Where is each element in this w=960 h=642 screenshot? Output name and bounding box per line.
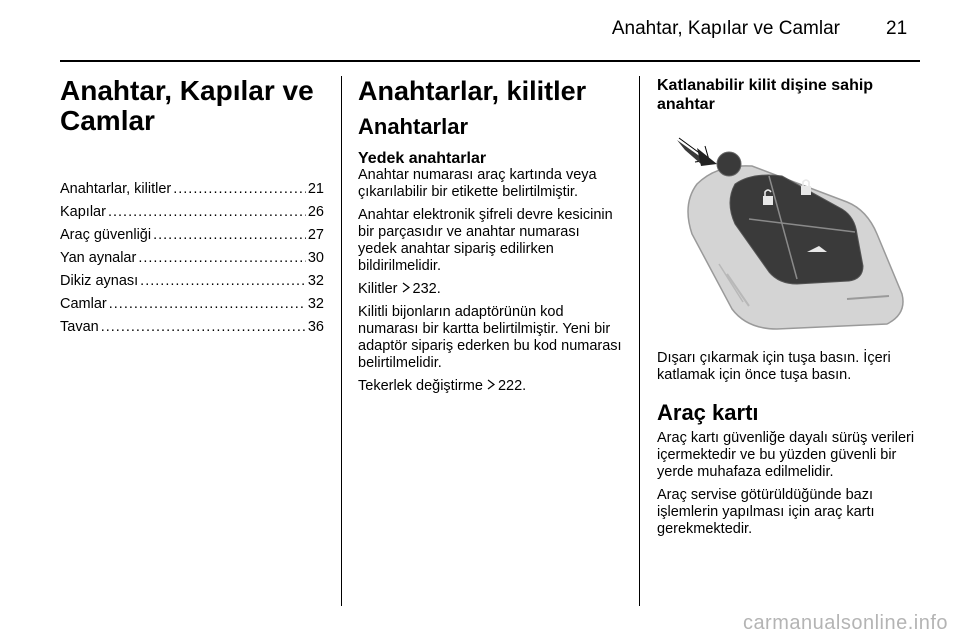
folding-key-column <box>657 76 922 544</box>
toc-item-label: Araç güvenliği <box>60 227 152 243</box>
toc-item-page: 32 <box>307 273 324 289</box>
toc-item[interactable] <box>60 224 324 247</box>
toc-item-label: Anahtarlar, kilitler <box>60 181 172 197</box>
toc-list <box>60 178 324 339</box>
toc-leader-dots <box>101 316 306 339</box>
toc-item-label: Yan aynalar <box>60 250 137 266</box>
cross-reference-page: 232. <box>412 281 441 297</box>
toc-leader-dots <box>153 224 306 247</box>
body-paragraph: Kilitli bijonların adaptörünün kod numarası bir kartta belirtilmiştir. Yeni bir adaptör sipariş ederken bu kod numarası belirtilmelidir. <box>358 304 622 371</box>
cross-reference-label: Tekerlek değiştirme <box>358 378 483 394</box>
topic-heading: Yedek anahtarlar <box>358 150 487 167</box>
toc-item[interactable] <box>60 247 324 270</box>
page-reference-icon <box>487 378 495 395</box>
section-heading: Anahtarlar, kilitler <box>358 76 587 106</box>
toc-item-label: Dikiz aynası <box>60 273 139 289</box>
toc-item-label: Kapılar <box>60 204 106 220</box>
cross-reference-page: 222. <box>497 378 527 394</box>
column-divider-right <box>639 76 640 606</box>
cross-reference-label: Kilitler <box>358 281 398 297</box>
toc-item-label: Camlar <box>60 296 107 312</box>
keys-locks-column <box>358 76 622 401</box>
toc-leader-dots <box>108 201 306 224</box>
page-number: 21 <box>886 18 908 39</box>
toc-item-page: 27 <box>307 227 324 243</box>
chapter-toc-column <box>60 76 324 339</box>
toc-item-page: 36 <box>307 319 324 335</box>
body-paragraph: Anahtar elektronik şifreli devre kesicinin bir parçasıdır ve anahtar numarası yedek anahtar sipariş edilirken bildirilmelidir. <box>358 207 613 274</box>
body-paragraph: Araç servise götürüldüğünde bazı işlemlerin yapılması için araç kartı gerekmektedir. <box>657 487 875 537</box>
subsection-heading: Araç kartı <box>657 400 759 425</box>
column-divider-left <box>341 76 342 606</box>
toc-item-page: 21 <box>307 181 324 197</box>
toc-item-label: Tavan <box>60 319 99 335</box>
folding-key-remote-illustration <box>657 124 922 338</box>
body-paragraph: Araç kartı güvenliğe dayalı sürüş verileri içermektedir ve bu yüzden güvenli bir yerde muhafaza edilmelidir. <box>657 430 915 480</box>
toc-item[interactable] <box>60 316 324 339</box>
toc-item-page: 26 <box>307 204 324 220</box>
toc-item-page: 30 <box>307 250 324 266</box>
header-divider <box>60 60 920 62</box>
toc-item[interactable] <box>60 178 324 201</box>
body-paragraph: Anahtar numarası araç kartında veya çıkarılabilir bir etikette belirtilmiştir. <box>358 167 597 200</box>
site-watermark: carmanualsonline.info <box>742 612 948 634</box>
toc-leader-dots <box>109 293 306 316</box>
cross-reference[interactable] <box>358 281 622 298</box>
subsection-heading: Anahtarlar <box>358 114 469 139</box>
page-reference-icon <box>402 281 410 298</box>
toc-item[interactable] <box>60 270 324 293</box>
toc-item[interactable] <box>60 201 324 224</box>
cross-reference[interactable] <box>358 378 622 395</box>
body-paragraph: Dışarı çıkarmak için tuşa basın. İçeri katlamak için önce tuşa basın. <box>657 350 891 383</box>
toc-item[interactable] <box>60 293 324 316</box>
toc-leader-dots <box>173 178 306 201</box>
toc-leader-dots <box>140 270 306 293</box>
toc-item-page: 32 <box>307 296 324 312</box>
toc-leader-dots <box>138 247 306 270</box>
chapter-title: Anahtar, Kapılar ve Camlar <box>60 75 314 136</box>
running-header-title: Anahtar, Kapılar ve Camlar <box>611 18 840 39</box>
topic-heading: Katlanabilir kilit dişine sahip anahtar <box>657 77 874 113</box>
